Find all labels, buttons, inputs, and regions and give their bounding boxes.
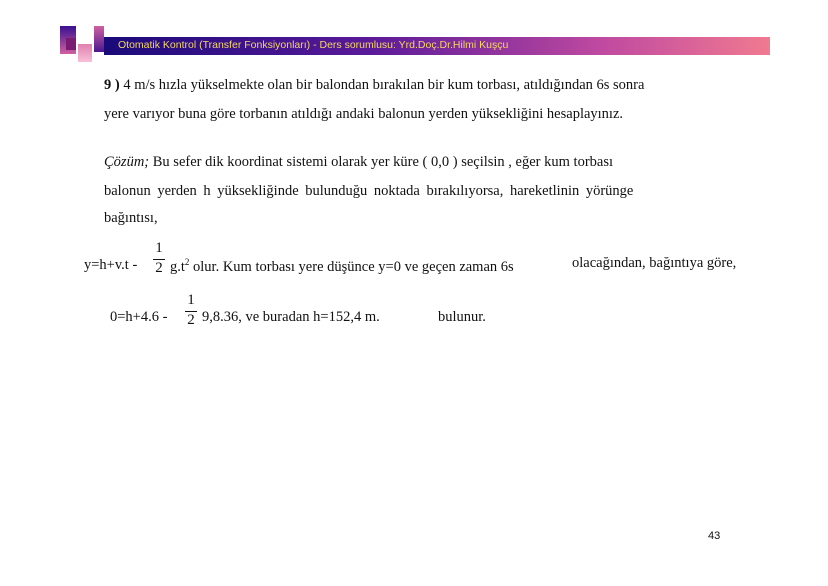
problem-number: 9 )	[104, 77, 120, 93]
page-number: 43	[708, 530, 721, 542]
eq1-right	[170, 257, 514, 276]
exponent: 2	[184, 257, 190, 267]
problem-line-2: yere varıyor buna göre torbanın atıldığı andaki balonun yerden yüksekliğini hesaplayınız.	[104, 106, 624, 122]
eq2-right: 9,8.36, ve buradan h=152,4 m.	[202, 309, 380, 325]
solution-text: Bu sefer dik koordinat sistemi olarak yer küre ( 0,0 ) seçilsin , eğer kum torbası	[149, 154, 614, 170]
eq-text: olur. Kum torbası yere düşünce y=0 ve geçen zaman 6s	[189, 258, 514, 275]
eq2-left: 0=h+4.6 -	[110, 309, 168, 325]
solution-line-3: bağıntısı,	[104, 210, 158, 226]
solution-label: Çözüm;	[104, 154, 150, 170]
logo-square	[66, 38, 76, 50]
solution-line-1	[104, 154, 613, 171]
eq2-tail: bulunur.	[438, 309, 486, 325]
logo-square	[78, 44, 92, 62]
logo-square	[94, 26, 104, 52]
header-bar	[104, 37, 770, 55]
header-title: Otomatik Kontrol (Transfer Fonksiyonları) - Ders sorumlusu: Yrd.Doç.Dr.Hilmi Kuşçu	[118, 39, 509, 51]
problem-text: 4 m/s hızla yükselmekte olan bir balondan bırakılan bir kum torbası, atıldığından 6s sonra	[119, 77, 645, 93]
numerator: 1	[155, 240, 163, 256]
eq1-left: y=h+v.t -	[84, 257, 138, 273]
denominator: 2	[187, 312, 195, 328]
eq1-tail: olacağından, bağıntıya göre,	[572, 255, 737, 271]
numerator: 1	[187, 292, 195, 308]
solution-line-2: balonun yerden h yüksekliğinde bulunduğu noktada bırakılıyorsa, hareketlinin yörünge	[104, 183, 634, 199]
eq-text: g.t	[170, 258, 185, 275]
denominator: 2	[155, 260, 163, 276]
problem-line-1	[104, 77, 644, 94]
